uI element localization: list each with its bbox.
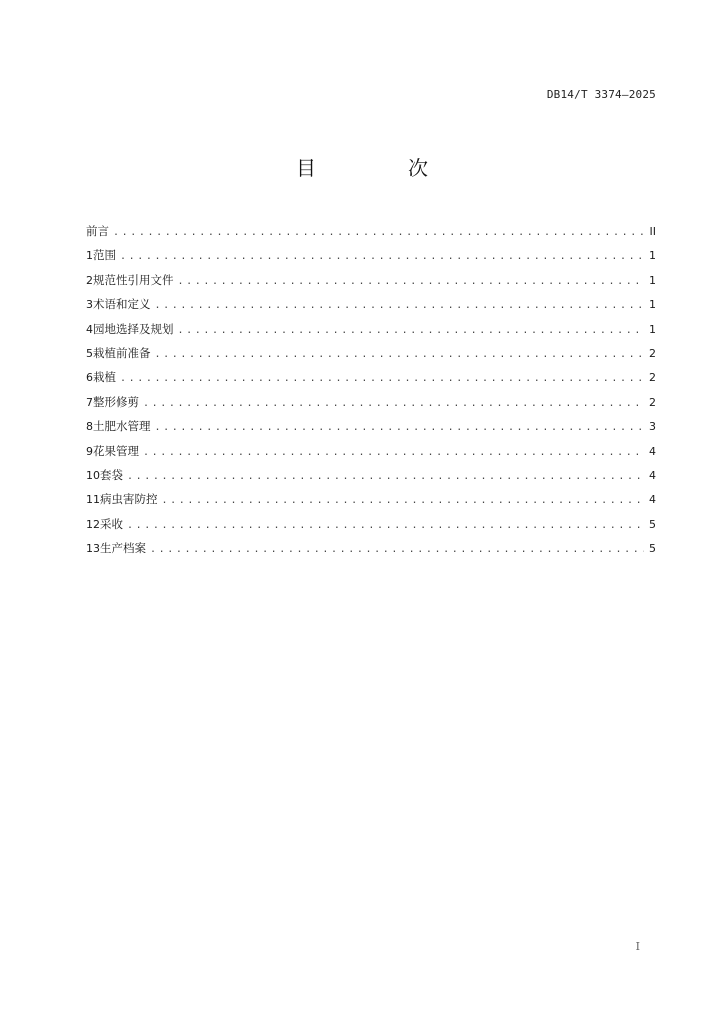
toc-entry-scope[interactable] <box>86 243 656 267</box>
toc-entry-planting[interactable] <box>86 365 656 389</box>
toc-dot-leader <box>178 319 645 343</box>
toc-entry-page: 2 <box>649 371 656 385</box>
toc-entry-normative-references[interactable] <box>86 268 656 292</box>
toc-entry-number: 11 <box>86 493 100 507</box>
toc-dot-leader <box>155 343 645 367</box>
toc-dot-leader <box>162 489 645 513</box>
toc-entry-flower-fruit[interactable] <box>86 439 656 463</box>
toc-entry-number: 12 <box>86 517 100 531</box>
toc-entry-page: 2 <box>649 395 656 409</box>
toc-entry-label: 生产档案 <box>100 541 146 556</box>
toc-dot-leader <box>120 245 644 269</box>
toc-entry-label: 土肥水管理 <box>93 419 151 434</box>
toc-dot-leader <box>113 221 644 245</box>
toc-entry-page: 1 <box>649 298 656 312</box>
toc-entry-label: 采收 <box>100 516 123 531</box>
toc-entry-page: 5 <box>649 517 656 531</box>
toc-entry-number: 2 <box>86 273 93 287</box>
toc-dot-leader <box>143 441 644 465</box>
toc-entry-number: 13 <box>86 542 100 556</box>
toc-entry-label: 规范性引用文件 <box>93 272 174 287</box>
toc-entry-pruning[interactable] <box>86 390 656 414</box>
toc-entry-number: 9 <box>86 444 93 458</box>
toc-entry-pre-planting[interactable] <box>86 341 656 365</box>
toc-entry-number: 6 <box>86 371 93 385</box>
toc-entry-label: 前言 <box>86 224 109 238</box>
toc-entry-page: 1 <box>649 322 656 336</box>
toc-entry-terms[interactable] <box>86 292 656 316</box>
toc-dot-leader <box>120 367 644 391</box>
toc-entry-page: 5 <box>649 542 656 556</box>
toc-entry-number: 10 <box>86 468 100 482</box>
toc-entry-label: 栽植前准备 <box>93 345 151 360</box>
toc-dot-leader <box>143 392 644 416</box>
toc-dot-leader <box>150 538 644 562</box>
toc-entry-number: 5 <box>86 346 93 360</box>
toc-entry-label: 园地选择及规划 <box>93 321 174 336</box>
toc-entry-page: 4 <box>649 444 656 458</box>
toc-dot-leader <box>127 465 644 489</box>
toc-entry-number: 4 <box>86 322 93 336</box>
toc-dot-leader <box>155 416 645 440</box>
toc-entry-pest-control[interactable] <box>86 487 656 511</box>
toc-entry-number: 7 <box>86 395 93 409</box>
toc-entry-page: 1 <box>649 249 656 263</box>
toc-entry-label: 整形修剪 <box>93 394 139 409</box>
toc-entry-number: 8 <box>86 420 93 434</box>
toc-dot-leader <box>127 514 644 538</box>
toc-entry-page: 2 <box>649 346 656 360</box>
toc-entry-label: 术语和定义 <box>93 297 151 312</box>
toc-dot-leader <box>155 294 645 318</box>
table-of-contents <box>86 219 656 560</box>
toc-entry-production-records[interactable] <box>86 536 656 560</box>
document-number: DB14/T 3374—2025 <box>546 88 656 101</box>
toc-entry-bagging[interactable] <box>86 463 656 487</box>
toc-entry-preface[interactable] <box>86 219 656 243</box>
toc-entry-number: 1 <box>86 249 93 263</box>
toc-entry-label: 病虫害防控 <box>100 492 158 507</box>
toc-entry-label: 栽植 <box>93 370 116 385</box>
toc-entry-harvest[interactable] <box>86 512 656 536</box>
toc-entry-label: 范围 <box>93 248 116 263</box>
toc-entry-page: II <box>649 225 656 238</box>
toc-entry-site-selection[interactable] <box>86 317 656 341</box>
toc-entry-page: 3 <box>649 420 656 434</box>
page-number: I <box>635 940 640 953</box>
toc-entry-number: 3 <box>86 298 93 312</box>
toc-entry-label: 花果管理 <box>93 443 139 458</box>
toc-entry-page: 4 <box>649 493 656 507</box>
toc-entry-label: 套袋 <box>100 467 123 482</box>
toc-entry-page: 4 <box>649 468 656 482</box>
toc-entry-page: 1 <box>649 273 656 287</box>
page-title: 目 次 <box>296 156 464 180</box>
toc-dot-leader <box>178 270 645 294</box>
toc-entry-soil-fertilizer-water[interactable] <box>86 414 656 438</box>
